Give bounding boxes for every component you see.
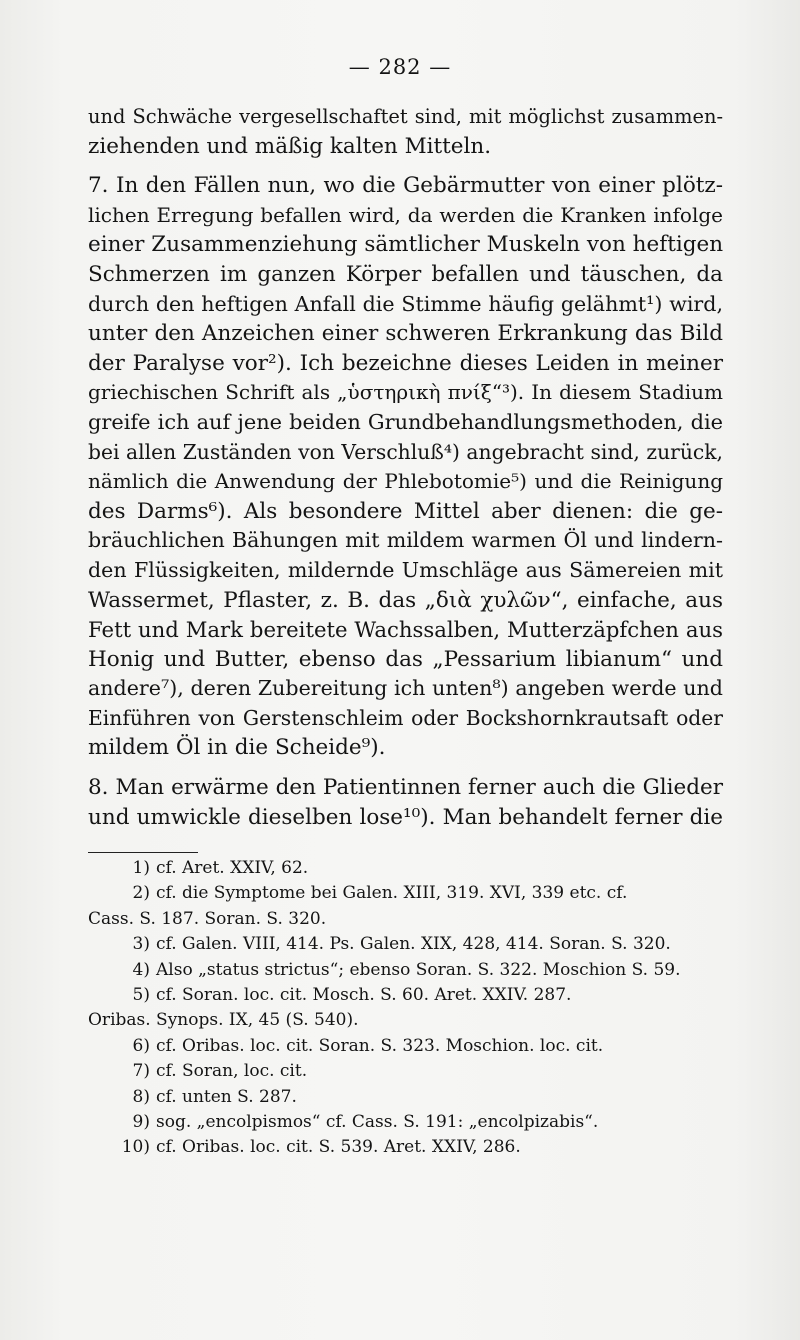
- text-line: ziehenden und mäßig kalten Mitteln.: [88, 133, 492, 159]
- footnotes: [88, 856, 723, 1161]
- footnote-text: cf. Galen. VIII, 414. Ps. Galen. XIX, 428, 414. Soran. S. 320.: [156, 934, 671, 955]
- footnote-number: 8): [132, 1086, 150, 1107]
- footnote-text: cf. unten S. 287.: [156, 1086, 297, 1107]
- footnote: [88, 932, 723, 957]
- footnote-number: 2): [132, 883, 150, 904]
- text-line: griechischen Schrift als „ὑστηρικὴ πνίξ“³). In diesem Stadium: [88, 380, 723, 405]
- text-line: bei allen Zuständen von Verschluß⁴) angebracht sind, zurück,: [88, 439, 723, 464]
- footnote: [88, 1085, 723, 1110]
- footnote-number: 4): [132, 959, 150, 980]
- footnote: [88, 856, 723, 881]
- footnote-continuation: Oribas. Synops. IX, 45 (S. 540).: [88, 1010, 359, 1031]
- footnote: [88, 983, 723, 1008]
- text-line: andere⁷), deren Zubereitung ich unten⁸) angeben werde und: [88, 676, 723, 701]
- footnote-text: sog. „encolpismos“ cf. Cass. S. 191: „encolpizabis“.: [156, 1111, 599, 1132]
- paragraph-8: [88, 773, 723, 832]
- text-line: lichen Erregung befallen wird, da werden die Kranken infolge: [88, 202, 723, 227]
- text-line: unter den Anzeichen einer schweren Erkrankung das Bild: [88, 321, 723, 347]
- footnote-number: 3): [132, 934, 150, 955]
- text-line: Einführen von Gerstenschleim oder Bockshornkrautsaft oder: [88, 705, 723, 730]
- main-text: [88, 102, 723, 832]
- footnote-number: 1): [132, 858, 150, 878]
- footnote-number: 5): [132, 984, 150, 1005]
- text-line: nämlich die Anwendung der Phlebotomie⁵) und die Reinigung: [88, 469, 723, 494]
- footnote: [88, 881, 723, 906]
- text-line: 7. In den Fällen nun, wo die Gebärmutter von einer plötz-: [88, 173, 723, 199]
- paragraph-1: [88, 102, 723, 161]
- footnote-text: cf. Soran. loc. cit. Mosch. S. 60. Aret. XXIV. 287.: [156, 984, 572, 1005]
- footnote-text: cf. die Symptome bei Galen. XIII, 319. XVI, 339 etc. cf.: [156, 883, 628, 904]
- footnote: [88, 1110, 723, 1135]
- footnote: [88, 958, 723, 983]
- text-line: 8. Man erwärme den Patientinnen ferner auch die Glieder: [88, 775, 723, 801]
- footnote-text: cf. Aret. XXIV, 62.: [156, 858, 309, 878]
- text-line: und umwickle dieselben lose¹⁰). Man behandelt ferner die: [88, 804, 723, 830]
- text-line: den Flüssigkeiten, mildernde Umschläge aus Sämereien mit: [88, 557, 723, 582]
- text-line: Fett und Mark bereitete Wachssalben, Mutterzäpfchen aus: [88, 617, 723, 643]
- text-line: der Paralyse vor²). Ich bezeichne dieses Leiden in meiner: [88, 350, 723, 376]
- text-line: durch den heftigen Anfall die Stimme häufig gelähmt¹) wird,: [88, 291, 723, 316]
- text-line: Wassermet, Pflaster, z. B. das „διὰ χυλῶν“, einfache, aus: [88, 587, 723, 613]
- footnote-continuation: Cass. S. 187. Soran. S. 320.: [88, 908, 327, 929]
- footnote-text: cf. Oribas. loc. cit. Soran. S. 323. Moschion. loc. cit.: [156, 1035, 604, 1056]
- footnote: [88, 1034, 723, 1059]
- footnote-text: cf. Soran, loc. cit.: [156, 1061, 308, 1082]
- page-number: — 282 —: [348, 55, 452, 79]
- text-line: Honig und Butter, ebenso das „Pessarium libianum“ und: [88, 646, 723, 672]
- footnote-number: 7): [132, 1061, 150, 1082]
- footnote-text: cf. Oribas. loc. cit. S. 539. Aret. XXIV, 286.: [156, 1137, 521, 1158]
- paragraph-7: [88, 171, 723, 763]
- text-line: mildem Öl in die Scheide⁹).: [88, 735, 386, 761]
- text-line: bräuchlichen Bähungen mit mildem warmen Öl und lindern-: [88, 528, 723, 553]
- footnote-number: 6): [132, 1035, 150, 1056]
- text-line: und Schwäche vergesellschaftet sind, mit möglichst zusammen-: [88, 105, 723, 128]
- footnote-number: 10): [121, 1137, 150, 1158]
- footnote: [88, 1059, 723, 1084]
- text-line: Schmerzen im ganzen Körper befallen und täuschen, da: [88, 261, 723, 287]
- footnote-number: 9): [132, 1111, 150, 1132]
- footnote-divider: [88, 852, 198, 853]
- footnote-text: Also „status strictus“; ebenso Soran. S. 322. Moschion S. 59.: [156, 959, 681, 980]
- text-line: einer Zusammenziehung sämtlicher Muskeln von heftigen: [88, 232, 724, 258]
- footnote: [88, 1135, 723, 1160]
- text-line: greife ich auf jene beiden Grundbehandlungsmethoden, die: [88, 409, 723, 434]
- text-line: des Darms⁶). Als besondere Mittel aber dienen: die ge-: [88, 498, 723, 524]
